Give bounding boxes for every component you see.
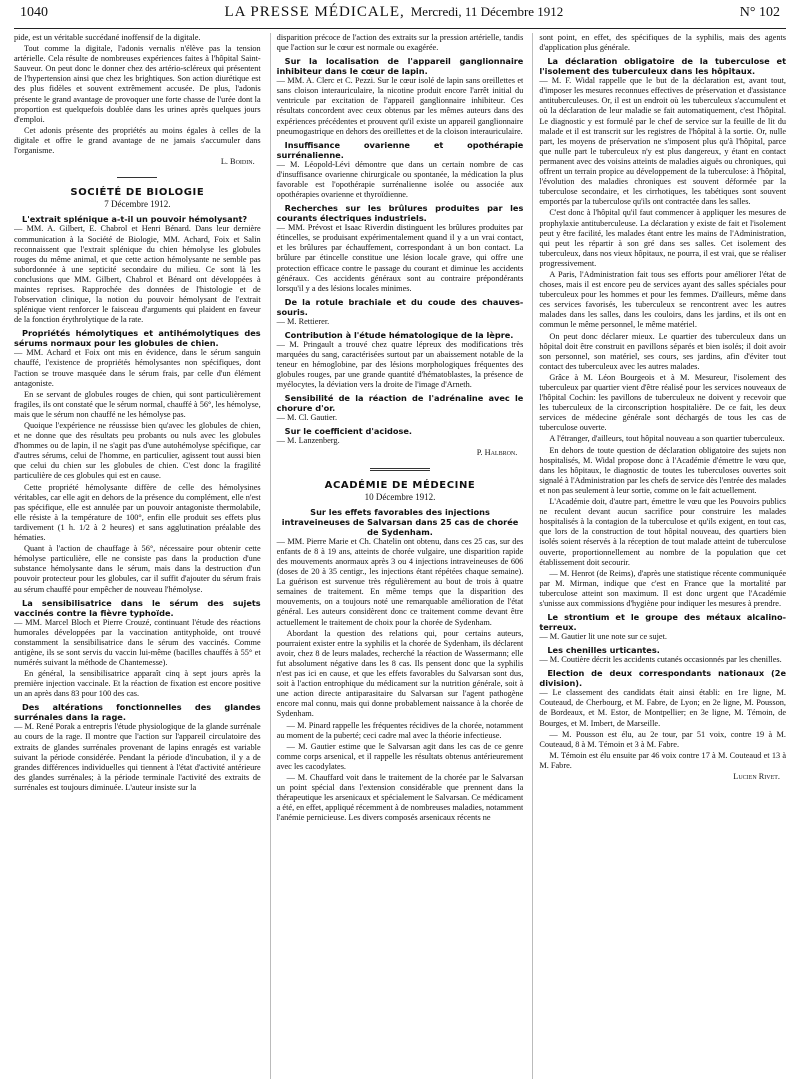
article-title: Des altérations fonctionnelles des glandes surrénales dans la rage. <box>14 702 261 723</box>
paragraph: En se servant de globules rouges de chien, qui sont particulièrement fragiles, ils ont constaté que le sérum normal, chauffé à 56°, les hémolyse, mais que le sérum non chauffé ne les hémolyse pas. <box>14 389 261 419</box>
paragraph: — MM. Prévost et Isaac Riverdin distinguent les brûlures produites par étincelles, se produisant expérimentalement quand il y a un vrai contact, et les brûlures par échauffement, correspondant à un bon contact. La brûlure par étincelle constitue une lésion locale grave, qui offre une protection efficace contre le passage du courant et diminue les accidents généraux. Ces accidents généraux sont au contraire prépondérants lorsqu'il y a des lésions locales minimes. <box>276 223 524 293</box>
paragraph: En général, la sensibilisatrice apparaît cinq à sept jours après la première injection vaccinale. Et la réaction de fixation est encore positive un an après dans 83 pour 100 des cas. <box>14 669 261 699</box>
article-title: Sur les effets favorables des injections intraveineuses de Salvarsan dans 25 cas de chorée de Sydenham. <box>281 506 519 537</box>
paragraph: Tout comme la digitale, l'adonis vernalis n'élève pas la tension artérielle. Cela résulte de nombreuses expériences faites à l'hôpital Saint-Sauveur. On peut donc le donner chez des artério-scléreux qui présentent de l'hypertension ainsi que chez les brightiques. Son action diurétique est des plus fidèles et souvent extrêmement accusée. De plus, l'adonis présente le grand avantage de provoquer une forte chasse de l'urée dont la proportion est quelquefois doublée dans les urines après quelques jours d'emploi. <box>14 44 261 124</box>
paragraph: En dehors de toute question de déclaration obligatoire des sujets non hospitalisés, M. Widal propose donc à l'Académie d'émettre le vœu que, dans les hôpitaux, le diagnostic de toutes les tuberculoses ouvertes soit signalé à l'Administration par les chefs de service dès l'entrée des malades et non pas seulement à leur sortie, comme on le fait actuellement. <box>539 445 787 495</box>
page-header <box>14 4 786 29</box>
section-title: SOCIÉTÉ DE BIOLOGIE <box>70 187 205 199</box>
section-date: 7 Décembre 1912. <box>104 199 171 210</box>
article-title: Les chenilles urticantes. <box>547 645 660 656</box>
paragraph: — M. Chauffard voit dans le traitement de la chorée par le Salvarsan un point spécial dans l'extension considérable que prennent dans la thérapeutique les arsenicaux et spécialement le Salvarsan. Ce médicament a été, en effet, appliqué récemment à de nombreuses maladies, notamment l'anémie pernicieuse. Les divers composés arsenicaux récents ne <box>276 772 524 823</box>
article-title: Insuffisance ovarienne et opothérapie surrénalienne. <box>276 139 524 160</box>
paragraph: Abordant la question des relations qui, pour certains auteurs, pourraient exister entre la syphilis et la chorée de Sydenham, ils déclarent avoir, chez 8 de leurs malades, recherché la réaction de Wassermann; elle fut absolument négative dans les 8 cas. Ils pensent donc que la syphilis n'est pas ici en cause, et que les effets favorables du Salvarsan sont dus, soit à l'action entrophique du médicament sur la nutrition générale, soit à une action directe antiparasitaire du Salvarsan sur l'agent pathogène encore mal connu, mais qui donne probablement naissance à la chorée de Sydenham. <box>276 628 524 719</box>
paragraph: — M. Lanzenberg. <box>276 436 340 446</box>
article-title: Recherches sur les brûlures produites par les courants électriques industriels. <box>276 203 524 224</box>
article-title: La sensibilisatrice dans le sérum des sujets vaccinés contre la fièvre typhoïde. <box>14 597 261 618</box>
paragraph: Grâce à M. Léon Bourgeois et à M. Mesureur, l'isolement des tuberculeux par quartier vient d'être réalisé pour les services nouveaux de l'hôpital Cochin: les pavillons de tuberculeux ne doivent y recevoir que les tuberculeux de la circonscription hospitalière. De ce fait, les deux services de médecine générale sont déchargés de tous les cas de tuberculose ouverte. <box>539 372 787 433</box>
paragraph: Quant à l'action de chauffage à 56°, nécessaire pour obtenir cette hémolyse particulière, elle ne consiste pas dans la production d'une substance hémolysante dans le sérum, mais dans la destruction d'un pouvoir protecteur pour les globules, car il suffit d'ajouter du sérum frais au sérum chauffé pour empêcher de nouveau l'hémolyse. <box>14 544 261 594</box>
article-title: Sensibilité de la réaction de l'adrénaline avec le chorure d'or. <box>276 393 524 414</box>
page-number: 1040 <box>20 5 48 20</box>
article-title: Sur la localisation de l'appareil ganglionnaire inhibiteur dans le cœur de lapin. <box>276 56 524 77</box>
paragraph: A Paris, l'Administration fait tous ses efforts pour améliorer l'état de choses, mais il est encore peu de services ayant des salles spéciales pour tuberculeux pour les hommes et pour les femmes. D'ailleurs, même dans ces services favorisés, les tuberculeux se rencontrent avec les autres malades dans les salles, dans les couloirs, dans les jardins, et ils ont en commun le même personnel, le même matériel. <box>539 269 787 330</box>
paragraph: A l'étranger, d'ailleurs, tout hôpital nouveau a son quartier tuberculeux. <box>549 434 785 444</box>
paragraph: — M. Gautier estime que le Salvarsan agit dans les cas de ce genre comme corps arsenical, et il rappelle les résultats obtenus antérieurement avec les cacodylates. <box>276 741 524 771</box>
paragraph: — M. Henrot (de Reims), d'après une statistique récente communiquée par M. Mirman, indique que c'est en France que la mortalité par tuberculose atteint son maximum. Il est donc urgent que l'Académie s'unisse aux commissions d'hygiène pour indiquer les mesures à prendre. <box>539 568 787 608</box>
article-title: Propriétés hémolytiques et antihémolytiques des sérums normaux pour les globules de chien. <box>14 328 261 349</box>
paragraph: Quoique l'expérience ne réussisse bien qu'avec les globules de chien, et ne donne que des résultats peu probants ou nuls avec les globules d'hommes ou de lapin, il ne s'agit pas d'une autohémolyse spécifique, car d'autres sérums, celui de l'homme, en particulier, agissent tout aussi bien que celui du chien sur les globules de chien. C'est donc la fragilité particulière de ces globules qui est en cause. <box>14 421 261 481</box>
paragraph: — M. Cl. Gautier. <box>276 413 338 423</box>
paragraph: — M. Pinard rappelle les fréquentes récidives de la chorée, notamment au moment de la puberté; ceci cadre mal avec la théorie infectieuse. <box>276 720 524 740</box>
author-signature: P. Halbron. <box>476 447 518 457</box>
paragraph: — M. Léopold-Lévi démontre que dans un certain nombre de cas d'insuffisance ovarienne chirurgicale ou spontanée, la médication la plus favorable est l'opothérapie surrénalienne isolée ou associée aux opothérapies ovarienne et thyroïdienne. <box>276 159 524 200</box>
paragraph: Cet adonis présente des propriétés au moins égales à celles de la digitale et offre le grand avantage de ne jamais s'accumuler dans l'organisme. <box>14 125 261 156</box>
paragraph: — M. René Porak a entrepris l'étude physiologique de la glande surrénale au cours de la rage. Il montre que l'action sur l'appareil circulatoire des extraits de glandes surrénales provenant de lapins enragés est variable suivant la période considérée. Pendant la période d'incubation, il y a de grandes différences individuelles qui tiennent à l'état d'activité antérieure des glandes surrénales; à la période terminale l'activité des extraits de surrénales est toujours diminuée. L'auteur insiste sur la <box>14 722 261 792</box>
paragraph: — MM. Achard et Foix ont mis en évidence, dans le sérum sanguin chauffé, l'existence de propriétés hémolysantes non spécifiques, dont l'action se trouve masquée dans le sérum frais, par celle d'un élément antagoniste. <box>14 348 261 388</box>
article-title: Election de deux correspondants nationaux (2e division). <box>539 668 787 689</box>
paragraph: — M. Pringault a trouvé chez quatre lépreux des modifications très marquées du sang, caractérisées surtout par un abaissement notable de la teneur en hémoglobine, par des lésions morphologiques fréquentes des globules rouges, par une grande quantité d'hématoblastes, la présence de myélocytes, la déviation vers la droite de l'image d'Arneth. <box>276 339 524 390</box>
paragraph: — MM. Pierre Marie et Ch. Chatelin ont obtenu, dans ces 25 cas, sur des enfants de 8 à 19 ans, atteints de chorée vulgaire, une disparition rapide des mouvements anormaux après 3 ou 4 injections intraveineuses de 606 (doses de 20 à 35 centigr., les injections étant répétées chaque semaine). La guérison est survenue très régulièrement au bout de trois à quatre semaines de traitement. En même temps que la disparition des mouvements, on a toujours noté une remarquable amélioration de l'état général. Les auteurs considèrent donc ce traitement comme devant être actuellement le traitement de choix pour la chorée de Sydenham. <box>276 536 524 627</box>
article-title: De la rotule brachiale et du coude des chauves-souris. <box>276 296 524 317</box>
author-signature: L. Boidin. <box>220 157 255 167</box>
paragraph: pide, est un véritable succédané inoffensif de la digitale. <box>14 33 201 42</box>
column-3 <box>532 33 786 1079</box>
article-title: L'extrait splénique a-t-il un pouvoir hémolysant? <box>22 214 248 225</box>
paragraph: — M. Pousson est élu, au 2e tour, par 51 voix, contre 19 à M. Couteaud, 8 à M. Témoin et 3 à M. Fabre. <box>539 729 787 749</box>
column-2 <box>270 33 524 1079</box>
paragraph: — M. Rettierer. <box>276 316 330 326</box>
divider <box>117 177 157 178</box>
paragraph: — MM. A. Gilbert, E. Chabrol et Henri Bénard. Dans leur dernière communication à la Société de Biologie, MM. Achard, Foix et Salin reconnaissent que l'extrait splénique du chien hémolyse les globules rouges du même animal, et que cette action hémolysante ne semble pas subordonnée à une septicité secondaire du milieu. Ce sont là les conclusions que MM. Gilbert, Chabrol et Bénard ont développées à maintes reprises. Rapprochée des données de l'histologie et de l'observation clinique, la notion du pouvoir hémolysant de l'extrait splénique vient renforcer le faisceau d'arguments qui plaident en faveur de la fonction érythrolytique de la rate. <box>14 224 261 325</box>
article-title: Le strontium et le groupe des métaux alcalino-terreux. <box>539 612 787 633</box>
paragraph: — MM. Marcel Bloch et Pierre Crouzé, continuant l'étude des réactions humorales développées par la vaccination antityphoïde, ont trouvé constamment la sensibilisatrice dans le sérum des vaccinés. Comme antigène, ils se sont servis du vaccin lui-même (bacilles chauffés à 55° et numérés suivant la méthode de Chantemesse). <box>14 617 261 667</box>
article-title: La déclaration obligatoire de la tuberculose et l'isolement des tuberculeux dans les hôpitaux. <box>539 56 787 77</box>
paragraph: — Le classement des candidats était ainsi établi: en 1re ligne, M. Couteaud, de Cherbourg, et M. Fabre, de Lyon; en 2e ligne, M. Pousson, de Bordeaux, et M. Estor, de Montpellier; en 3e ligne, M. Témoin, de Bourges, et M. Imbert, de Marseille. <box>539 688 787 728</box>
publication-title <box>224 4 563 21</box>
text-columns <box>14 33 786 1079</box>
article-title: Contribution à l'étude hématologique de la lèpre. <box>284 329 514 340</box>
paragraph: Cette propriété hémolysante diffère de celle des hémolysines véritables, car elle agit en dehors de la présence du complément, elle n'est pas spécifique, elle est annulée par un pouvoir antagoniste thermolabile, elle résiste à la température de 100°, enfin elle produit ses effets plus tardivement (1 h. 1/2 à 2 heures) et sans agglutination préalable des hématies. <box>14 482 261 543</box>
paragraph: C'est donc à l'hôpital qu'il faut commencer à appliquer les mesures de prophylaxie antituberculeuse. La déclaration y existe de fait et l'isolement peut y être facilité, les malades étant entre les mains de l'Administration, qui peut les répartir à son gré dans ses salles. Cet isolement des tuberculeux, dans nos vieux hôpitaux, ne pourra, il est vrai, que se réaliser progressivement. <box>539 208 787 268</box>
publication-name: LA PRESSE MÉDICALE, <box>224 4 405 20</box>
paragraph: — M. Gautier lit une note sur ce sujet. <box>539 632 667 642</box>
paragraph: — M. F. Widal rappelle que le but de la déclaration est, avant tout, d'imposer les mesures reconnues effectives de préservation et d'assistance antituberculeuses. Or, il est un endroit où les tuberculeux s'accumulent et où la déclaration de leur maladie se fait automatiquement, c'est l'hôpital. Le diagnostic y est formulé par le chef de service sur la feuille de lit du malade et il est transcrit sur les registres de l'hôpital à la sortie. Or, nulle part, les moyens de préservation ne s'imposent plus qu'à l'hôpital, parce que nulle part le tuberculeux n'y est plus dangereux, y étant en contact permanent avec des voisins atteints de maladies aiguës ou chroniques, qui offrent un terrain propice au développement de la tuberculose: à l'hôpital, l'évolution des maladies chroniques est souvent déformée par la tuberculose secondaire, et les cirrhotiques, les tabétiques sont souvent emportés par la tuberculose qu'ils ont contractée dans les salles. <box>539 76 787 207</box>
article-title: Sur le coefficient d'acidose. <box>284 426 413 437</box>
author-signature: Lucien Rivet. <box>733 772 781 781</box>
section-title: ACADÉMIE DE MÉDECINE <box>324 479 476 491</box>
paragraph: disparition précoce de l'action des extraits sur la pression artérielle, tandis que l'action sur le cœur est normale ou exagérée. <box>276 33 524 53</box>
issue-number: N° 102 <box>739 5 780 20</box>
publication-date: Mercredi, 11 Décembre 1912 <box>410 4 564 19</box>
paragraph: sont point, en effet, des spécifiques de la syphilis, mais des agents d'application plus générale. <box>539 33 787 53</box>
paragraph: M. Témoin est élu ensuite par 46 voix contre 17 à M. Couteaud et 13 à M. Fabre. <box>539 750 787 770</box>
paragraph: — MM. A. Clerc et C. Pezzi. Sur le cœur isolé de lapin sans oreillettes et sans cloison interauriculaire, la nicotine produit encore l'arrêt initial du ventricule par excitation de l'appareil ganglionnaire inhibiteur. Ces résultats concordent avec ceux obtenus par les mêmes auteurs dans des expériences précédentes et prouvent qu'il existe un appareil ganglionnaire pneumogastrique en dehors des oreillettes et de la cloison interauriculaire. <box>276 76 524 136</box>
paragraph: On peut donc déclarer mieux. Le quartier des tuberculeux dans un hôpital doit être construit en pavillons séparés et bien isolés; il doit avoir son personnel, son matériel, ses cours, ses jardins, afin d'éviter tout contact des tuberculeux avec les autres malades. <box>539 331 787 371</box>
divider <box>370 468 430 471</box>
paragraph: — M. Coutière décrit les accidents cutanés occasionnés par les chenilles. <box>539 655 782 665</box>
paragraph: L'Académie doit, d'autre part, émettre le vœu que les Pouvoirs publics ne reculent devant aucun sacrifice pour construire les malades hospitalisés à la contagion de la tuberculose et qu'ils exigent, en tout cas, que lors de la construction de tout hôpital nouveau, des quartiers bien isolés soient réservés à la réception de tout malade atteint de tuberculose ouverte, proportionnellement au nombre de la population que cet établissement doit secourir. <box>539 497 787 567</box>
section-date: 10 Décembre 1912. <box>364 491 436 502</box>
column-1 <box>14 33 261 1079</box>
